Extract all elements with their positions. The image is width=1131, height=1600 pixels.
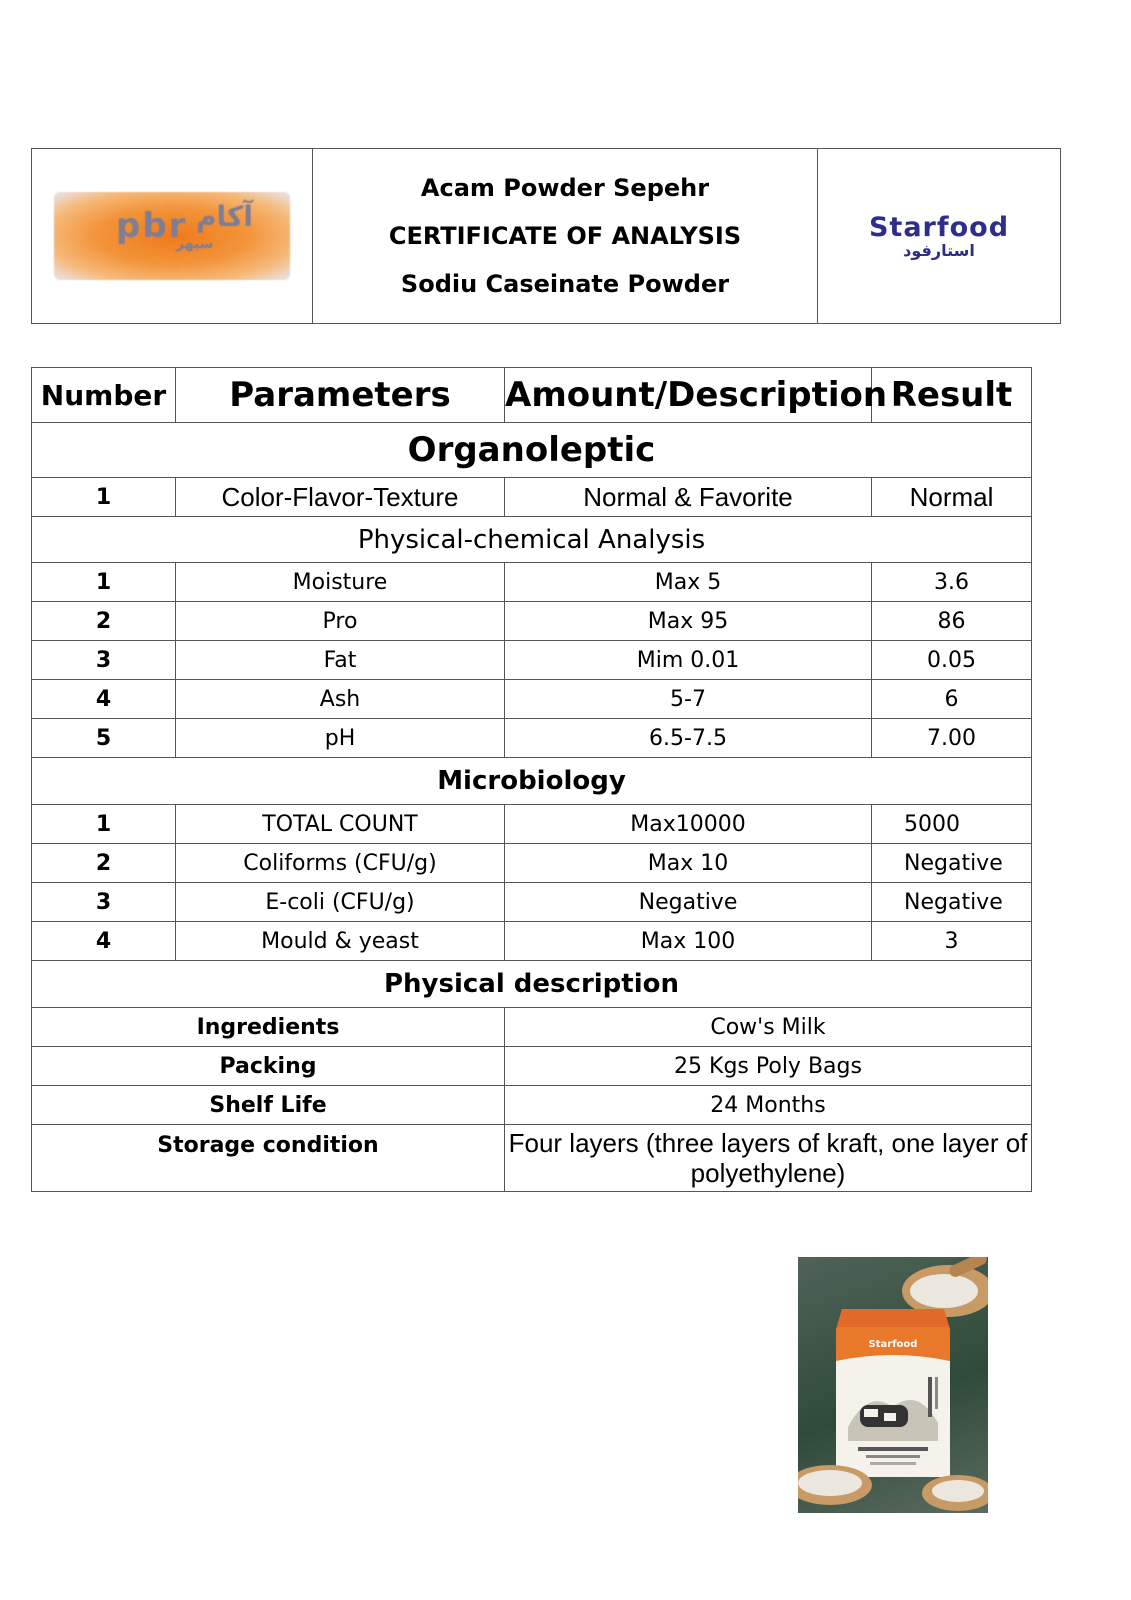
row-amount: Negative [505,883,872,922]
row-number: 1 [32,805,176,844]
description-value: 24 Months [505,1086,1032,1125]
description-label: Shelf Life [32,1086,505,1125]
row-amount: 6.5-7.5 [505,719,872,758]
row-result: 0.05 [872,641,1032,680]
row-parameter: E-coli (CFU/g) [176,883,505,922]
row-amount: Max 95 [505,602,872,641]
product-name: Sodiu Caseinate Powder [400,270,730,298]
title-cell [313,149,818,323]
row-parameter: Pro [176,602,505,641]
svg-text:Starfood: Starfood [868,1339,918,1350]
description-value: Cow's Milk [505,1008,1032,1047]
table-row [32,563,1032,602]
row-amount: Max 10 [505,844,872,883]
description-label: Packing [32,1047,505,1086]
table-row [32,478,1032,517]
row-parameter: Mould & yeast [176,922,505,961]
row-result: 5000 [872,805,1032,844]
starfood-logo [844,210,1034,262]
section-microbiology [32,758,1032,805]
table-row [32,883,1032,922]
row-result: 3 [872,922,1032,961]
row-result: 3.6 [872,563,1032,602]
section-physical-description [32,961,1032,1008]
table-row [32,844,1032,883]
row-result: Negative [872,844,1032,883]
document-header [31,148,1061,324]
column-header-result: Result [872,368,1032,423]
row-parameter: Fat [176,641,505,680]
row-number: 3 [32,883,176,922]
analysis-table [31,367,1032,1192]
section-title: Physical description [32,961,1032,1008]
description-label: Storage condition [32,1125,505,1192]
row-result: Negative [872,883,1032,922]
table-row [32,1086,1032,1125]
row-parameter: TOTAL COUNT [176,805,505,844]
document-type: CERTIFICATE OF ANALYSIS [388,222,742,250]
description-value: Four layers (three layers of kraft, one layer of polyethylene) [505,1125,1032,1192]
row-parameter: Ash [176,680,505,719]
row-result: 6 [872,680,1032,719]
row-amount: 5-7 [505,680,872,719]
row-amount: Mim 0.01 [505,641,872,680]
row-number: 4 [32,680,176,719]
row-number: 5 [32,719,176,758]
section-organoleptic [32,423,1032,478]
description-label: Ingredients [32,1008,505,1047]
company-name: Acam Powder Sepehr [420,174,710,202]
starfood-logo-subtext: استارفود [903,241,975,260]
row-number: 2 [32,844,176,883]
row-amount: Normal & Favorite [505,478,872,517]
table-row [32,602,1032,641]
row-result: 7.00 [872,719,1032,758]
row-result: Normal [872,478,1032,517]
product-bag-photo [798,1257,988,1513]
starfood-logo-text: Starfood [868,212,1010,243]
table-row [32,641,1032,680]
row-number: 1 [32,478,176,517]
section-physical-chemical [32,517,1032,563]
table-row [32,1008,1032,1047]
row-result: 86 [872,602,1032,641]
table-row [32,1125,1032,1192]
row-number: 3 [32,641,176,680]
column-header-parameters: Parameters [176,368,505,423]
description-value: 25 Kgs Poly Bags [505,1047,1032,1086]
row-parameter: pH [176,719,505,758]
column-header-number: Number [32,368,176,423]
row-parameter: Coliforms (CFU/g) [176,844,505,883]
row-parameter: Moisture [176,563,505,602]
table-row [32,719,1032,758]
row-amount: Max 5 [505,563,872,602]
section-title: Microbiology [32,758,1032,805]
row-number: 1 [32,563,176,602]
column-header-amount: Amount/Description [505,368,872,423]
product-bag-illustration [798,1257,988,1513]
right-logo-cell [818,149,1060,323]
table-row [32,922,1032,961]
table-header-row [32,368,1032,423]
table-row [32,680,1032,719]
section-title: Organoleptic [32,423,1032,478]
section-title: Physical-chemical Analysis [32,517,1032,563]
left-logo-cell [32,149,313,323]
row-parameter: Color-Flavor-Texture [176,478,505,517]
acam-powder-logo: pbr آکام سپهر [54,192,290,280]
table-row [32,1047,1032,1086]
row-number: 2 [32,602,176,641]
table-row [32,805,1032,844]
row-amount: Max10000 [505,805,872,844]
row-number: 4 [32,922,176,961]
row-amount: Max 100 [505,922,872,961]
